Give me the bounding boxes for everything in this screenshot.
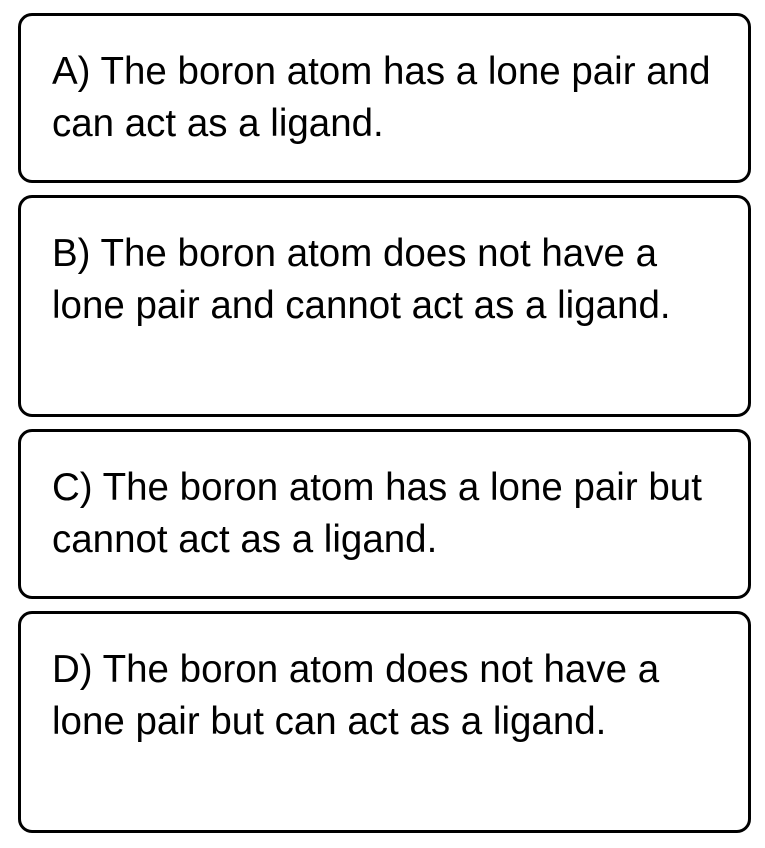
option-b-label: B) The boron atom does not have a lone pair and cannot act as a ligand. xyxy=(52,232,671,327)
option-d-button[interactable] xyxy=(18,611,751,833)
option-c-button[interactable] xyxy=(18,429,751,599)
option-a-button[interactable] xyxy=(18,13,751,183)
option-d-label: D) The boron atom does not have a lone pair but can act as a ligand. xyxy=(52,648,660,743)
option-c-label: C) The boron atom has a lone pair but cannot act as a ligand. xyxy=(52,466,702,561)
option-a-label: A) The boron atom has a lone pair and can act as a ligand. xyxy=(52,50,711,145)
option-b-button[interactable] xyxy=(18,195,751,417)
